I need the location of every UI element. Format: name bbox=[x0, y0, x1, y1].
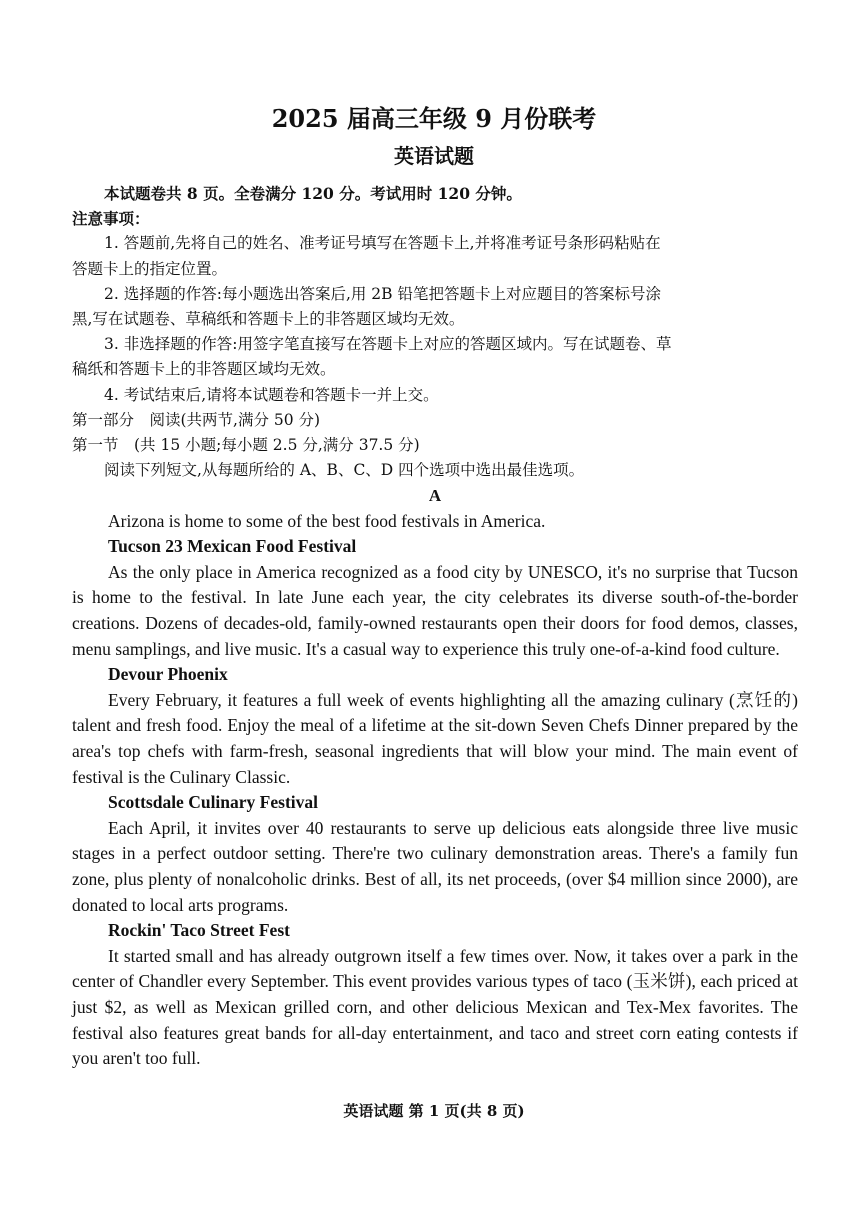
festival-text-devour-phoenix: Every February, it features a full week of events highlighting all the amazing culinary (烹饪的) talent and fresh food. Enjoy the meal of a lifetime at the sit-down Seven Chefs Dinner prepared by the area's top chefs with farm-fresh, seasonal ingredients that will blow your mind. The main event of festival is the Culinary Classic. bbox=[72, 689, 798, 787]
passage-label: A bbox=[428, 486, 442, 506]
festival-heading-scottsdale: Scottsdale Culinary Festival bbox=[108, 792, 318, 813]
notes-heading: 注意事项： bbox=[72, 209, 150, 229]
page-content bbox=[72, 181, 798, 1072]
festival-text-scottsdale: Each April, it invites over 40 restaurants to serve up delicious eats alongside three live music stages in a perfect outdoor setting. There're two culinary demonstration areas. There's a family fun zone, plus plenty of nonalcoholic drinks. Best of all, its net proceeds, (over $4 million since 2000), are donated to local arts programs. bbox=[72, 817, 798, 915]
page-footer: 英语试题 第 1 页(共 8 页) bbox=[343, 1102, 525, 1120]
note-3-line-2: 稿纸和答题卡上的非答题区域均无效。 bbox=[72, 360, 336, 379]
note-3-line-1: 3. 非选择题的作答:用签字笔直接写在答题卡上对应的答题区域内。写在试题卷、草 bbox=[104, 335, 672, 354]
note-1-line-1: 1. 答题前,先将自己的姓名、准考证号填写在答题卡上,并将准考证号条形码粘贴在 bbox=[104, 234, 661, 253]
note-2-line-1: 2. 选择题的作答:每小题选出答案后,用 2B 铅笔把答题卡上对应题目的答案标号涂 bbox=[104, 284, 661, 303]
exam-subtitle: 英语试题 bbox=[394, 144, 474, 168]
exam-title: 2025 届高三年级 9 月份联考 bbox=[271, 104, 597, 133]
festival-heading-rockin-taco: Rockin' Taco Street Fest bbox=[108, 920, 290, 941]
section-instruction: 阅读下列短文,从每题所给的 A、B、C、D 四个选项中选出最佳选项。 bbox=[104, 461, 585, 480]
note-2-line-2: 黑,写在试题卷、草稿纸和答题卡上的非答题区域均无效。 bbox=[72, 310, 465, 329]
passage-intro: Arizona is home to some of the best food festivals in America. bbox=[108, 510, 546, 531]
note-4: 4. 考试结束后,请将本试题卷和答题卡一并上交。 bbox=[104, 385, 439, 404]
festival-heading-devour-phoenix: Devour Phoenix bbox=[108, 664, 228, 685]
exam-info: 本试题卷共 8 页。全卷满分 120 分。考试用时 120 分钟。 bbox=[104, 184, 522, 203]
festival-heading-tucson: Tucson 23 Mexican Food Festival bbox=[108, 536, 357, 557]
festival-text-tucson: As the only place in America recognized as a food city by UNESCO, it's no surprise that Tucson is home to the festival. In late June each year, the city celebrates its diverse south-of-the-border creations. Dozens of decades-old, family-owned restaurants open their doors for food demos, classes, menu samplings, and live music. It's a casual way to experience this truly one-of-a-kind food culture. bbox=[72, 561, 798, 659]
section-heading: 第一节 (共 15 小题;每小题 2.5 分,满分 37.5 分) bbox=[72, 436, 420, 455]
festival-text-rockin-taco: It started small and has already outgrown itself a few times over. Now, it takes over a park in the center of Chandler every September. This event provides various types of taco (玉米饼), each priced at just $2, as well as Mexican grilled corn, and other delicious Mexican and Tex-Mex favorites. The festival also features great bands for all-day entertainment, and taco and street corn eating contests if you aren't too full. bbox=[72, 945, 798, 1069]
part-heading: 第一部分 阅读(共两节,满分 50 分) bbox=[72, 410, 321, 429]
note-1-line-2: 答题卡上的指定位置。 bbox=[72, 259, 228, 278]
